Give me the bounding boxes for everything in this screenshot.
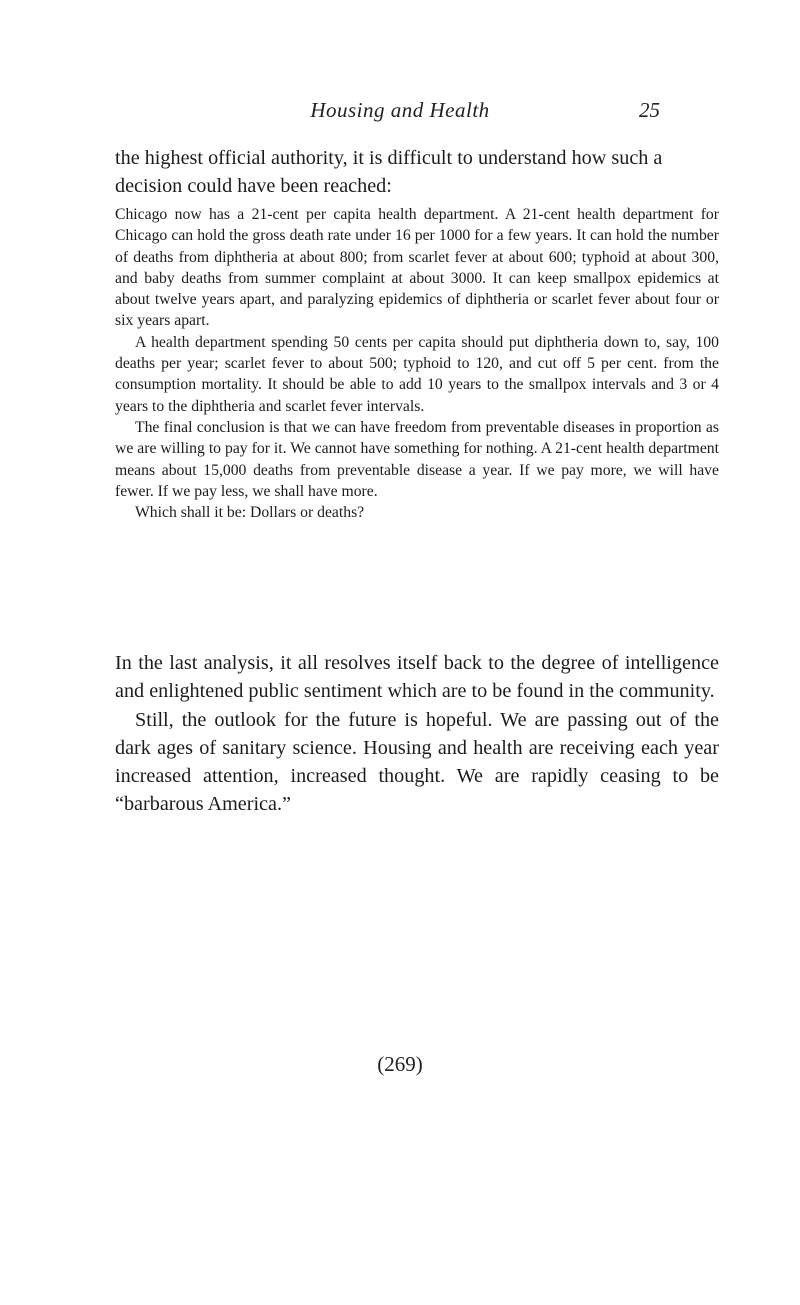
running-head <box>0 98 800 130</box>
quote-paragraph: Chicago now has a 21-cent per capita health department. A 21-cent health department for Chicago can hold the gross death rate under 16 per 1000 for a few years. It can hold the number of deaths from diphtheria at about 800; from scarlet fever at about 600; typhoid at about 300, and baby deaths from summer complaint at about 3000. It can keep smallpox epidemics at about twelve years apart, and paralyzing epidemics of diphtheria or scarlet fever about four or six years apart. <box>115 206 719 330</box>
quote-paragraph: The final conclusion is that we can have freedom from preventable diseases in proportion as we are willing to pay for it. We cannot have something for nothing. A 21-cent health department means about 15,000 deaths from preventable disease a year. If we pay more, we will have fewer. If we pay less, we shall have more. <box>115 418 719 500</box>
folio-number: (269) <box>377 1052 423 1076</box>
conclusion-paragraph: In the last analysis, it all resolves itself back to the degree of intelligence and enlightened public sentiment which are to be found in the community. <box>115 652 719 703</box>
quote-paragraph: A health department spending 50 cents per capita should put diphtheria down to, say, 100 deaths per year; scarlet fever to about 500; typhoid to 120, and cut off 5 per cent. from the consumption mortality. It should be able to add 10 years to the smallpox intervals and 3 or 4 years to the diphtheria and scarlet fever intervals. <box>115 333 719 415</box>
conclusion-paragraph: Still, the outlook for the future is hopeful. We are passing out of the dark ages of sanitary science. Housing and health are receiving each year increased attention, increased thought. We are rapidly ceasing to be “barbarous America.” <box>115 708 719 816</box>
running-title: Housing and Health <box>310 98 490 122</box>
block-quote <box>115 204 719 523</box>
conclusion-section <box>115 649 719 819</box>
intro-paragraph: the highest official authority, it is difficult to understand how such a decision could have been reached: <box>115 147 663 197</box>
page-number: 25 <box>639 98 660 122</box>
quote-paragraph: Which shall it be: Dollars or deaths? <box>135 504 365 522</box>
